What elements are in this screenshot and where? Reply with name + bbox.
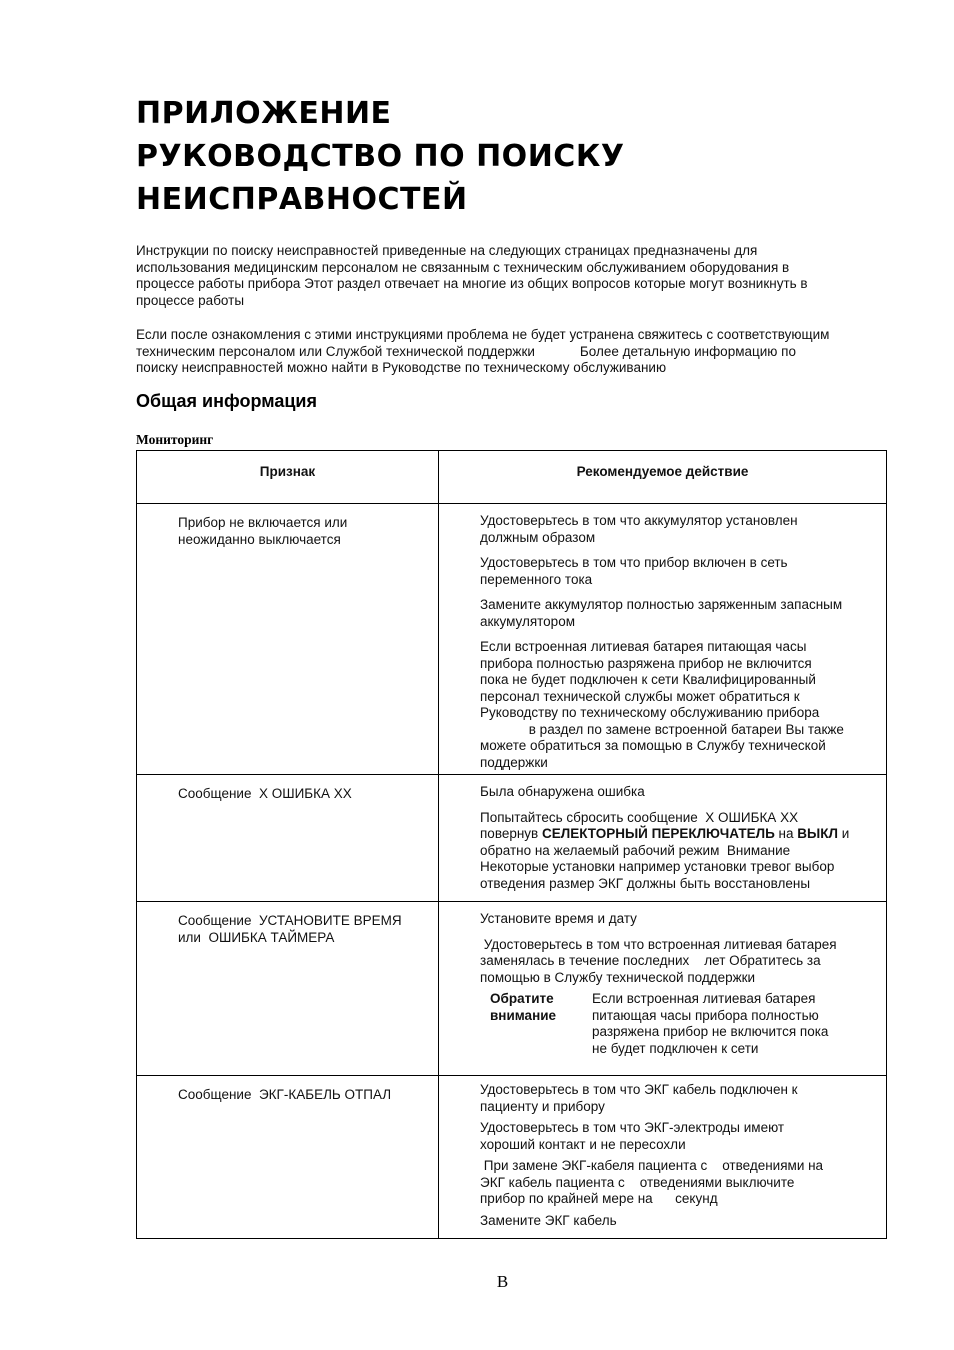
- action-item: Удостоверьтесь в том что прибор включен в сеть переменного тока: [480, 555, 788, 587]
- action-item: Удостоверьтесь в том что аккумулятор установлен должным образом: [480, 513, 798, 545]
- text-line: Инструкции по поиску неисправностей приведенные на следующих страницах предназначены для: [136, 243, 758, 258]
- symptom-cell: Сообщение Х ОШИБКА ХХ: [137, 775, 439, 902]
- troubleshooting-table: [136, 450, 887, 1239]
- symptom-cell: Сообщение УСТАНОВИТЕ ВРЕМЯ или ОШИБКА ТАЙМЕРА: [137, 902, 439, 1076]
- table-row: [137, 775, 887, 902]
- table-row: [137, 902, 887, 1076]
- title-line: ПРИЛОЖЕНИЕ: [136, 96, 392, 131]
- intro-paragraph-1: [136, 243, 886, 309]
- text-line: процессе работы: [136, 292, 245, 308]
- action-item: Удостоверьтесь в том что ЭКГ-электроды имеют хороший контакт и не пересохли: [480, 1120, 785, 1152]
- page-number: В: [496, 1272, 509, 1291]
- title-line: НЕИСПРАВНОСТЕЙ: [136, 182, 468, 217]
- action-item: Установите время и дату: [480, 911, 637, 926]
- subsection-heading: Мониторинг: [136, 432, 214, 447]
- symptom-cell: Сообщение ЭКГ-КАБЕЛЬ ОТПАЛ: [137, 1076, 439, 1239]
- action-cell: [439, 775, 887, 902]
- note-block: [490, 991, 872, 1057]
- action-cell: [439, 902, 887, 1076]
- text-line: процессе работы прибора Этот раздел отвечает на многие из общих вопросов которые могут возникнуть в: [136, 276, 808, 291]
- action-cell: [439, 504, 887, 775]
- text-line: поиску неисправностей можно найти в Руководстве по техническому обслуживанию: [136, 360, 667, 375]
- action-item: Замените ЭКГ кабель: [480, 1212, 617, 1228]
- header-symptom: Признак: [137, 451, 439, 504]
- action-item: Удостоверьтесь в том что ЭКГ кабель подключен к пациенту и прибору: [480, 1082, 798, 1114]
- text-line: техническим персоналом или Службой технической поддержки Более детальную информацию по: [136, 343, 796, 359]
- action-item: Удостоверьтесь в том что встроенная литиевая батарея заменялась в течение последних лет Обратитесь за помощью в Службу технической поддержки: [480, 936, 837, 985]
- action-cell: [439, 1076, 887, 1239]
- note-text: Если встроенная литиевая батарея питающая часы прибора полностью разряжена прибор не включится пока не будет подключен к сети: [592, 991, 829, 1056]
- text-line: использования медицинским персоналом не связанным с техническим обслуживанием оборудования в: [136, 259, 790, 275]
- section-heading: Общая информация: [136, 391, 317, 411]
- title-line: РУКОВОДСТВО ПО ПОИСКУ: [136, 139, 625, 174]
- table-row: [137, 1076, 887, 1239]
- table-header-row: [137, 451, 887, 504]
- action-item: Если встроенная литиевая батарея питающая часы прибора полностью разряжена прибор не включится пока не будет подключен к сети Квалифицированный персонал технической службы может обратиться к Руководству по техническому обслуживанию прибора в раздел по замене встроенной батареи Вы также можете обратиться за помощью в Службу технической поддержки: [480, 639, 844, 770]
- header-action: Рекомендуемое действие: [439, 451, 887, 504]
- note-label: Обратите внимание: [490, 991, 557, 1023]
- page-title: [136, 92, 896, 221]
- table-row: [137, 504, 887, 775]
- text-line: Если после ознакомления с этими инструкциями проблема не будет устранена свяжитесь с соответствующим: [136, 327, 830, 342]
- symptom-cell: Прибор не включается или неожиданно выключается: [137, 504, 439, 775]
- action-item: Была обнаружена ошибка: [480, 784, 645, 799]
- action-item: Попытайтесь сбросить сообщение Х ОШИБКА ХХ повернув СЕЛЕКТОРНЫЙ ПЕРЕКЛЮЧАТЕЛЬ на ВЫКЛ и обратно на желаемый рабочий режим Внимание Некоторые установки например установки тревог выбор отведения размер ЭКГ должны быть восстановлены: [480, 809, 850, 891]
- action-item: Замените аккумулятор полностью заряженным запасным аккумулятором: [480, 597, 843, 629]
- action-item: При замене ЭКГ-кабеля пациента с отведениями на ЭКГ кабель пациента с отведениями выключите прибор по крайней мере на секунд: [480, 1158, 824, 1206]
- intro-paragraph-2: [136, 327, 886, 377]
